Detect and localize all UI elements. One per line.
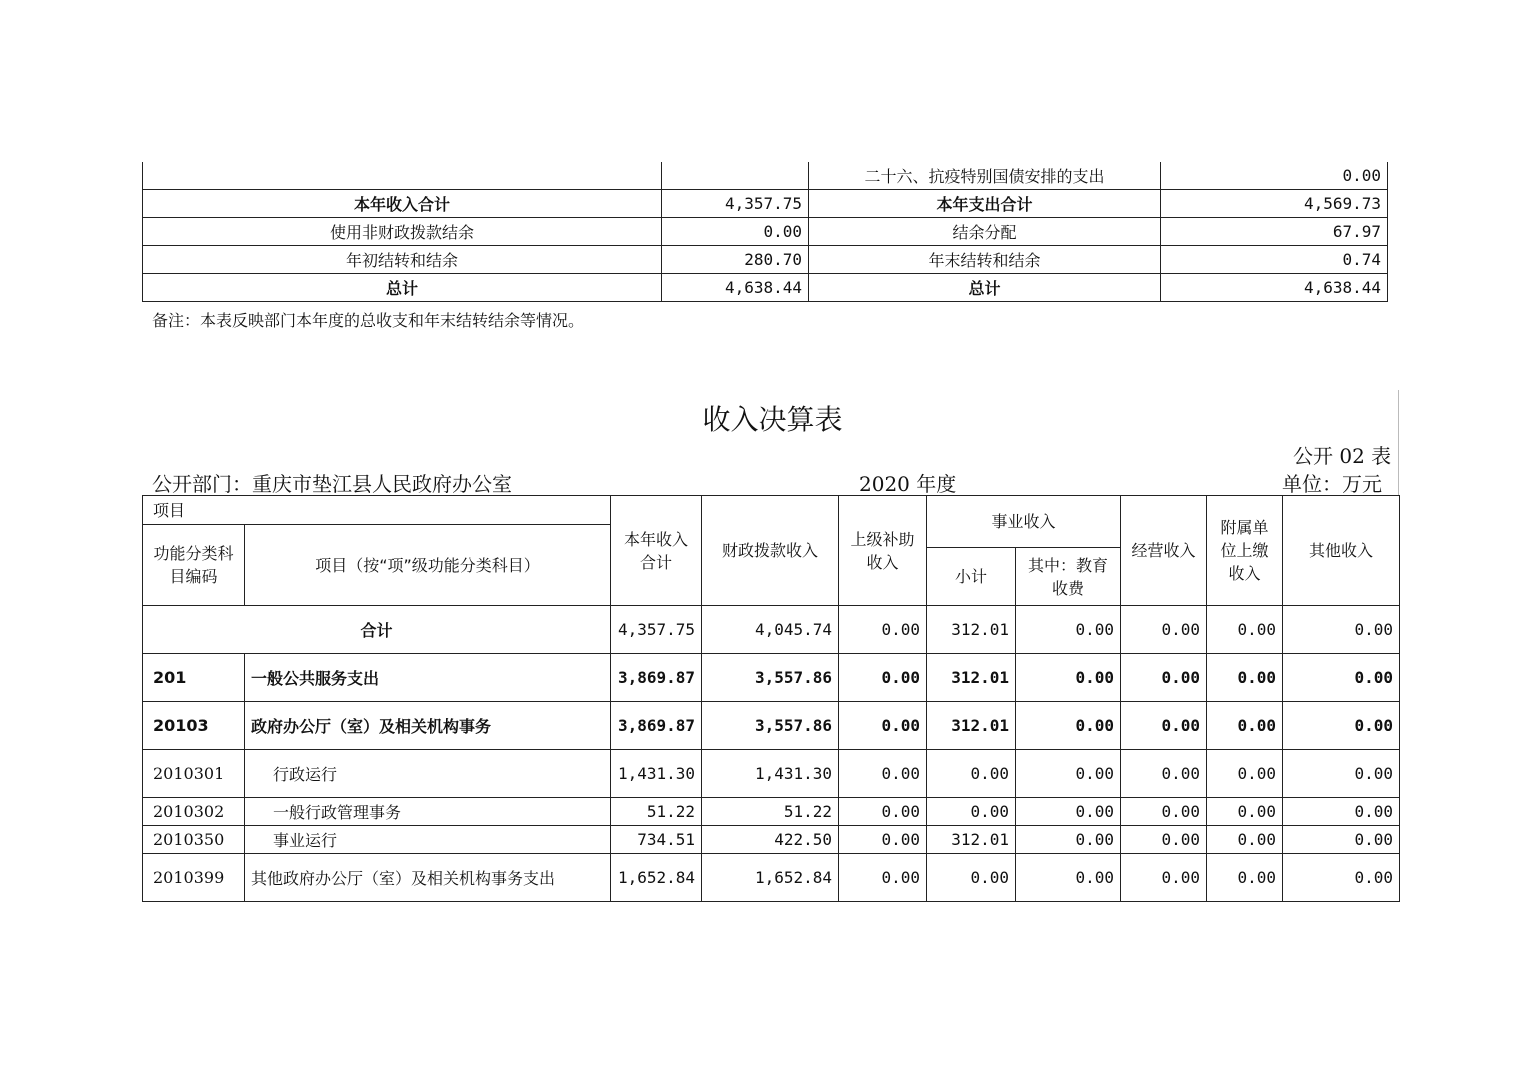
row-name: 一般公共服务支出 (245, 654, 611, 702)
value-cell: 0.00 (839, 702, 927, 750)
row-name: 事业运行 (245, 826, 611, 854)
value-cell: 0.00 (1207, 826, 1283, 854)
summary-value-right: 67.97 (1161, 218, 1388, 246)
value-cell: 0.00 (1207, 606, 1283, 654)
value-cell: 1,652.84 (611, 854, 702, 902)
value-cell: 0.00 (927, 798, 1016, 826)
header-superior: 上级补助收入 (839, 496, 927, 606)
summary-value-right: 4,638.44 (1161, 274, 1388, 302)
summary-value-left: 4,638.44 (662, 274, 809, 302)
value-cell: 312.01 (927, 654, 1016, 702)
summary-value-left: 0.00 (662, 218, 809, 246)
summary-row (143, 218, 1388, 246)
fiscal-year: 2020 年度 (859, 472, 957, 496)
value-cell: 3,869.87 (611, 702, 702, 750)
row-name: 一般行政管理事务 (245, 798, 611, 826)
summary-label-right: 总计 (809, 274, 1161, 302)
value-cell: 0.00 (1121, 854, 1207, 902)
value-cell: 0.00 (927, 854, 1016, 902)
total-row (143, 606, 1400, 654)
summary-value-right: 4,569.73 (1161, 190, 1388, 218)
summary-label-left (143, 162, 662, 190)
value-cell: 0.00 (1283, 750, 1400, 798)
row-code: 201 (143, 654, 245, 702)
value-cell: 0.00 (1207, 654, 1283, 702)
summary-row (143, 190, 1388, 218)
header-code: 功能分类科目编码 (143, 525, 245, 606)
table-row (143, 826, 1400, 854)
value-cell: 0.00 (1121, 654, 1207, 702)
value-cell: 0.00 (927, 750, 1016, 798)
value-cell: 0.00 (1283, 826, 1400, 854)
row-code: 2010302 (143, 798, 245, 826)
row-code: 2010399 (143, 854, 245, 902)
summary-label-right: 年末结转和结余 (809, 246, 1161, 274)
row-code: 2010350 (143, 826, 245, 854)
summary-value-left: 4,357.75 (662, 190, 809, 218)
header-name: 项目（按“项”级功能分类科目） (245, 525, 611, 606)
value-cell: 0.00 (1283, 854, 1400, 902)
summary-label-right: 结余分配 (809, 218, 1161, 246)
row-name: 行政运行 (245, 750, 611, 798)
table-row (143, 750, 1400, 798)
summary-row (143, 162, 1388, 190)
value-cell: 0.00 (1207, 854, 1283, 902)
summary-value-left (662, 162, 809, 190)
value-cell: 312.01 (927, 606, 1016, 654)
value-cell: 0.00 (1121, 750, 1207, 798)
summary-label-right: 本年支出合计 (809, 190, 1161, 218)
value-cell: 0.00 (1283, 702, 1400, 750)
value-cell: 1,431.30 (702, 750, 839, 798)
row-code: 20103 (143, 702, 245, 750)
summary-label-left: 年初结转和结余 (143, 246, 662, 274)
header-edu: 其中：教育收费 (1016, 548, 1121, 606)
value-cell: 0.00 (1207, 798, 1283, 826)
value-cell: 734.51 (611, 826, 702, 854)
summary-label-left: 总计 (143, 274, 662, 302)
value-cell: 312.01 (927, 702, 1016, 750)
row-name: 其他政府办公厅（室）及相关机构事务支出 (245, 854, 611, 902)
table-number: 公开 02 表 (1293, 444, 1392, 468)
value-cell: 3,557.86 (702, 654, 839, 702)
value-cell: 1,652.84 (702, 854, 839, 902)
value-cell: 4,357.75 (611, 606, 702, 654)
header-fiscal: 财政拨款收入 (702, 496, 839, 606)
value-cell: 0.00 (1283, 606, 1400, 654)
value-cell: 1,431.30 (611, 750, 702, 798)
value-cell: 0.00 (839, 606, 927, 654)
header-other: 其他收入 (1283, 496, 1400, 606)
value-cell: 4,045.74 (702, 606, 839, 654)
summary-label-right: 二十六、抗疫特别国债安排的支出 (809, 162, 1161, 190)
header-subtotal: 小计 (927, 548, 1016, 606)
value-cell: 0.00 (839, 854, 927, 902)
value-cell: 0.00 (839, 798, 927, 826)
value-cell: 0.00 (1016, 854, 1121, 902)
value-cell: 3,869.87 (611, 654, 702, 702)
value-cell: 0.00 (1207, 750, 1283, 798)
row-code: 2010301 (143, 750, 245, 798)
value-cell: 0.00 (1016, 654, 1121, 702)
value-cell: 0.00 (1121, 798, 1207, 826)
summary-note: 备注：本表反映部门本年度的总收支和年末结转结余等情况。 (152, 311, 585, 330)
value-cell: 0.00 (1207, 702, 1283, 750)
value-cell: 51.22 (702, 798, 839, 826)
value-cell: 0.00 (1121, 826, 1207, 854)
header-business: 事业收入 (927, 496, 1121, 548)
table-row (143, 798, 1400, 826)
value-cell: 312.01 (927, 826, 1016, 854)
table-row (143, 854, 1400, 902)
unit-label: 单位：万元 (1282, 472, 1382, 496)
value-cell: 0.00 (839, 750, 927, 798)
value-cell: 0.00 (1121, 606, 1207, 654)
summary-value-right: 0.74 (1161, 246, 1388, 274)
header-total: 本年收入合计 (611, 496, 702, 606)
page-title: 收入决算表 (702, 403, 843, 436)
income-table (142, 495, 1400, 902)
total-label: 合计 (143, 606, 611, 654)
summary-row (143, 246, 1388, 274)
table-row (143, 702, 1400, 750)
value-cell: 0.00 (1016, 826, 1121, 854)
department-label: 公开部门：重庆市垫江县人民政府办公室 (152, 472, 512, 496)
value-cell: 0.00 (1016, 798, 1121, 826)
value-cell: 422.50 (702, 826, 839, 854)
value-cell: 0.00 (1016, 702, 1121, 750)
value-cell: 0.00 (1016, 750, 1121, 798)
summary-table (142, 162, 1388, 302)
value-cell: 0.00 (839, 654, 927, 702)
value-cell: 51.22 (611, 798, 702, 826)
header-operating: 经营收入 (1121, 496, 1207, 606)
value-cell: 0.00 (1016, 606, 1121, 654)
value-cell: 0.00 (1283, 798, 1400, 826)
table-row (143, 654, 1400, 702)
header-affiliated: 附属单位上缴收入 (1207, 496, 1283, 606)
row-name: 政府办公厅（室）及相关机构事务 (245, 702, 611, 750)
summary-label-left: 本年收入合计 (143, 190, 662, 218)
value-cell: 0.00 (839, 826, 927, 854)
value-cell: 0.00 (1121, 702, 1207, 750)
summary-value-right: 0.00 (1161, 162, 1388, 190)
header-project: 项目 (143, 496, 611, 525)
value-cell: 3,557.86 (702, 702, 839, 750)
summary-label-left: 使用非财政拨款结余 (143, 218, 662, 246)
summary-value-left: 280.70 (662, 246, 809, 274)
value-cell: 0.00 (1283, 654, 1400, 702)
summary-row (143, 274, 1388, 302)
